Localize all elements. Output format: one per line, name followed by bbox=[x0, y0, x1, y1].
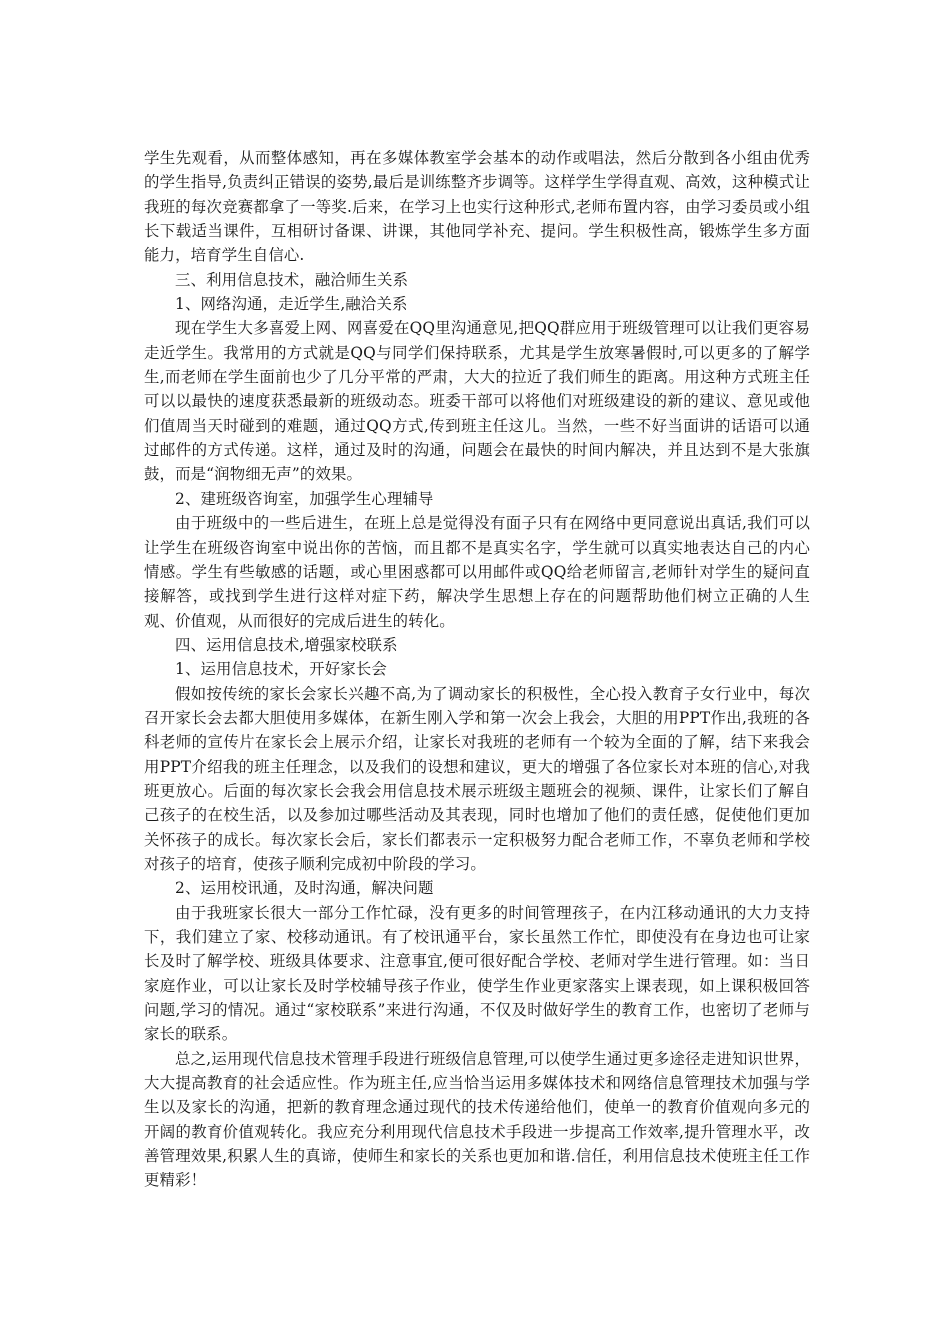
subsection-heading: 1、运用信息技术，开好家长会 bbox=[175, 660, 387, 679]
body-paragraph: 由于班级中的一些后进生，在班上总是觉得没有面子只有在网络中更同意说出真话,我们可以让学生在班级咨询室中说出你的苦恼，而且都不是真实名字，学生就可以真实地表达自己的内心情感。学生有些敏感的话题，或心里困惑都可以用邮件或QQ给老师留言,老师针对学生的疑问直接解答，或找到学生进行这样对症下药，解决学生思想上存在的问题帮助他们树立正确的人生观、价值观，从而很好的完成后进生的转化。 bbox=[144, 514, 810, 630]
subsection-heading: 2、运用校讯通，及时沟通，解决问题 bbox=[175, 879, 434, 898]
document-body bbox=[144, 146, 810, 1193]
subsection-heading: 2、建班级咨询室，加强学生心理辅导 bbox=[175, 489, 434, 508]
body-paragraph: 现在学生大多喜爱上网、网喜爱在QQ里沟通意见,把QQ群应用于班级管理可以让我们更容易走近学生。我常用的方式就是QQ与同学们保持联系，尤其是学生放寒暑假时,可以更多的了解学生,而老师在学生面前也少了几分平常的严肃，大大的拉近了我们师生的距离。用这种方式班主任可以以最快的速度获悉最新的班级动态。班委干部可以将他们对班级建设的新的建议、意见或他们值周当天时碰到的难题，通过QQ方式,传到班主任这儿。当然，一些不好当面讲的话语可以通过邮件的方式传递。这样，通过及时的沟通，问题会在最快的时间内解决，并且达到不是大张旗鼓，而是“润物细无声”的效果。 bbox=[144, 319, 810, 484]
section-heading: 三、利用信息技术，融洽师生关系 bbox=[175, 270, 409, 289]
conclusion-paragraph: 总之,运用现代信息技术管理手段进行班级信息管理,可以使学生通过更多途径走进知识世界，大大提高教育的社会适应性。作为班主任,应当恰当运用多媒体技术和网络信息管理技术加强与学生以及家长的沟通，把新的教育理念通过现代的技术传递给他们，使单一的教育价值观向多元的开阔的教育价值观转化。我应充分利用现代信息技术手段进一步提高工作效率,提升管理水平，改善管理效果,积累人生的真谛，使师生和家长的关系也更加和谐.信任，利用信息技术使班主任工作更精彩！ bbox=[144, 1049, 810, 1190]
body-paragraph: 由于我班家长很大一部分工作忙碌，没有更多的时间管理孩子，在内江移动通讯的大力支持下，我们建立了家、校移动通讯。有了校讯通平台，家长虽然工作忙，即使没有在身边也可让家长及时了解学校、班级具体要求、注意事宜,便可很好配合学校、老师对学生进行管理。如：当日家庭作业，可以让家长及时学校辅导孩子作业，使学生作业更家落实上课表现，如上课积极回答问题,学习的情况。通过“家校联系”来进行沟通，不仅及时做好学生的教育工作，也密切了老师与家长的联系。 bbox=[144, 903, 810, 1044]
body-paragraph: 假如按传统的家长会家长兴趣不高,为了调动家长的积极性，全心投入教育子女行业中，每次召开家长会去都大胆使用多媒体，在新生刚入学和第一次会上我会，大胆的用PPT作出,我班的各科老师的宣传片在家长会上展示介绍，让家长对我班的老师有一个较为全面的了解，结下来我会用PPT介绍我的班主任理念，以及我们的设想和建议，更大的增强了各位家长对本班的信心,对我班更放心。后面的每次家长会我会用信息技术展示班级主题班会的视频、课件，让家长们了解自己孩子的在校生活，以及参加过哪些活动及其表现，同时也增加了他们的责任感，促使他们更加关怀孩子的成长。每次家长会后，家长们都表示一定积极努力配合老师工作，不辜负老师和学校对孩子的培育，使孩子顺利完成初中阶段的学习。 bbox=[144, 684, 810, 873]
section-heading: 四、运用信息技术,增强家校联系 bbox=[175, 635, 398, 654]
body-paragraph: 学生先观看，从而整体感知，再在多媒体教室学会基本的动作或唱法，然后分散到各小组由优秀的学生指导,负责纠正错误的姿势,最后是训练整齐步调等。这样学生学得直观、高效，这种模式让我班的每次竞赛都拿了一等奖.后来，在学习上也实行这种形式,老师布置内容，由学习委员或小组长下载适当课件，互相研讨备课、讲课，其他同学补充、提问。学生积极性高，锻炼学生多方面能力，培育学生自信心. bbox=[144, 149, 810, 265]
subsection-heading: 1、网络沟通，走近学生,融洽关系 bbox=[175, 295, 408, 314]
